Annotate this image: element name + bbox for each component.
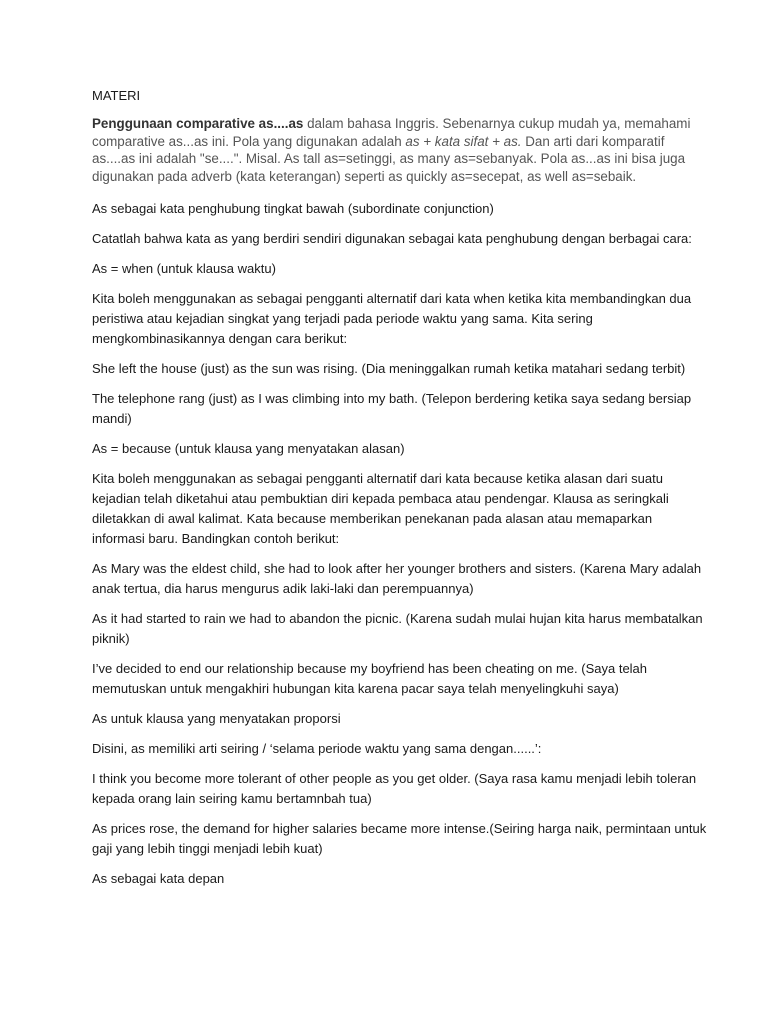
example-tolerant: I think you become more tolerant of other people as you get older. (Saya rasa kamu menjadi lebih toleran kepada orang lain seiring kamu bertamnbah tua)	[92, 771, 697, 806]
heading-as-when: As = when (untuk klausa waktu)	[92, 261, 276, 276]
intro-text-2: Dan arti dari komparatif as....as ini adalah "se....". Misal. As tall as=setinggi, as many as=sebanyak. Pola as...as ini bisa juga digunakan pada adverb (kata keterangan) seperti as quickly as=secepat, as well as=sebaik.	[92, 133, 686, 184]
paragraph-as-when: Kita boleh menggunakan as sebagai pengganti alternatif dari kata when ketika kita membandingkan dua peristiwa atau kejadian singkat yang terjadi pada periode waktu yang sama. Kita sering mengkombinasikannya dengan cara berikut:	[92, 291, 692, 346]
intro-paragraph	[92, 115, 708, 185]
heading-preposition: As sebagai kata depan	[92, 871, 225, 886]
example-sun: She left the house (just) as the sun was rising. (Dia meninggalkan rumah ketika matahari sedang terbit)	[92, 361, 686, 376]
example-telephone: The telephone rang (just) as I was climbing into my bath. (Telepon berdering ketika saya sedang bersiap mandi)	[92, 391, 692, 426]
paragraph-note: Catatlah bahwa kata as yang berdiri sendiri digunakan sebagai kata penghubung dengan berbagai cara:	[92, 231, 692, 246]
doc-title: MATERI	[92, 88, 141, 103]
intro-pattern: as + kata sifat + as.	[405, 133, 522, 149]
paragraph-as-because: Kita boleh menggunakan as sebagai pengganti alternatif dari kata because ketika alasan dari suatu kejadian telah diketahui atau pembuktian diri kepada pembaca atau pendengar. Klausa as seringkali diletakkan di awal kalimat. Kata because memberikan penekanan pada alasan atau memaparkan informasi baru. Bandingkan contoh berikut:	[92, 471, 669, 546]
heading-proportion: As untuk klausa yang menyatakan proporsi	[92, 711, 341, 726]
example-mary: As Mary was the eldest child, she had to look after her younger brothers and sisters. (Karena Mary adalah anak tertua, dia harus mengurus adik laki-laki dan perempuannya)	[92, 561, 702, 596]
heading-as-because: As = because (untuk klausa yang menyatakan alasan)	[92, 441, 405, 456]
intro-lead: Penggunaan comparative as....as	[92, 116, 304, 131]
intro-text-1: dalam bahasa Inggris. Sebenarnya cukup mudah ya, memahami comparative as...as ini. Pola yang digunakan adalah	[92, 116, 691, 149]
example-prices: As prices rose, the demand for higher salaries became more intense.(Seiring harga naik, permintaan untuk gaji yang lebih tinggi menjadi lebih kuat)	[92, 821, 707, 856]
paragraph-proportion: Disini, as memiliki arti seiring / ‘selama periode waktu yang sama dengan......’:	[92, 741, 542, 756]
example-relationship: I’ve decided to end our relationship because my boyfriend has been cheating on me. (Saya telah memutuskan untuk mengakhiri hubungan kita karena pacar saya telah menyelingkuhi saya)	[92, 661, 648, 696]
example-rain: As it had started to rain we had to abandon the picnic. (Karena sudah mulai hujan kita harus membatalkan piknik)	[92, 611, 703, 646]
heading-subordinate: As sebagai kata penghubung tingkat bawah (subordinate conjunction)	[92, 201, 494, 216]
